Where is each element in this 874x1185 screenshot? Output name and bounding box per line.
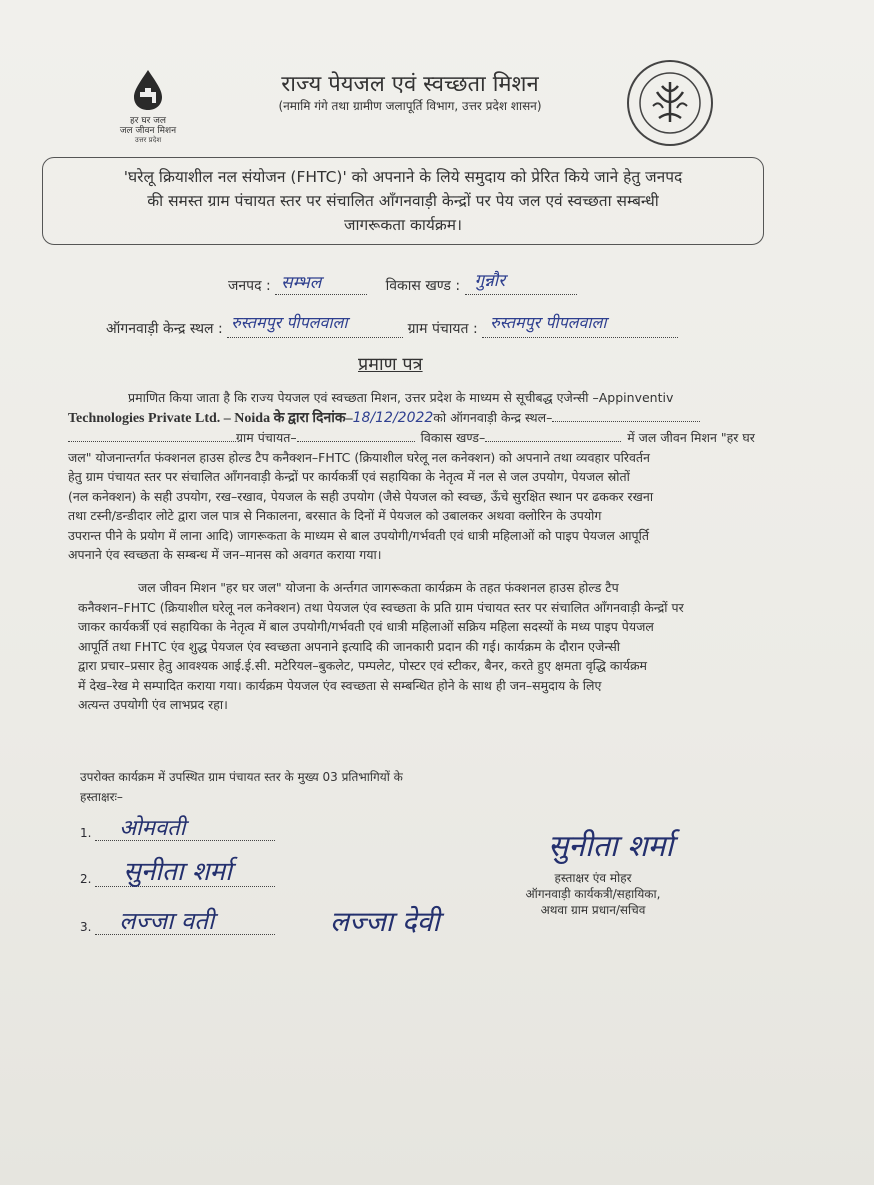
- signatory-line2: ऑगनवाड़ी कार्यकत्री/सहायिका,: [525, 887, 661, 901]
- participant-number-2: 2.: [80, 872, 92, 886]
- logo-line1: हर घर जल: [130, 116, 166, 126]
- participant-signature-line-1: [95, 816, 275, 841]
- participant-number-3: 3.: [80, 920, 92, 934]
- gram-panchayat-field: [482, 313, 678, 338]
- signatory-line3: अथवा ग्राम प्रधान/सचिव: [540, 903, 646, 917]
- seal-emblem-icon: [629, 62, 711, 144]
- anganwadi-field: [227, 313, 403, 338]
- participant-signature-2: सुनीता शर्मा: [123, 857, 232, 887]
- program-title-text: [58, 165, 748, 237]
- logo-line3: उत्तर प्रदेश: [134, 136, 162, 144]
- para1-line2: Technologies Private Ltd. – Noida के द्वारा दिनांक–18/12/2022को ऑगनवाड़ी केन्द्र स्थल–: [68, 408, 784, 429]
- program-title-line1: 'घरेलू क्रियाशील नल संयोजन (FHTC)' को अपनाने के लिये समुदाय को प्रेरित किये जाने हेतु जनपद: [123, 168, 683, 186]
- janpad-value: सम्भल: [281, 273, 322, 293]
- program-title-line2: की समस्त ग्राम पंचायत स्तर पर संचालित आँगनवाड़ी केन्द्रों पर पेय जल एवं स्वच्छता सम्बन्धी: [147, 192, 659, 210]
- participant-signature-4: लज्जा देवी: [330, 905, 440, 938]
- vikas-khand-label: विकास खण्ड :: [385, 278, 461, 294]
- event-date: 18/12/2022: [352, 409, 434, 426]
- gram-panchayat-value: रुस्तमपुर पीपलवाला: [490, 313, 607, 332]
- para2-line2: कनैक्शन–FHTC (क्रियाशील घरेलू नल कनेक्शन) तथा पेयजल एंव स्वच्छता के प्रति ग्राम पंचायत स्तर पर संचालित आँगनवाड़ी केन्द्रों पर: [78, 599, 684, 615]
- certificate-paragraph-2: [78, 578, 752, 715]
- vikas-khand-field: [465, 271, 577, 295]
- participant-row-3: [80, 907, 275, 935]
- para1-line5: हेतु ग्राम पंचायत स्तर पर संचालित आँगनवाड़ी केन्द्रों पर कार्यकर्त्री एवं सहायिका के नेतृत्व में नल से जल उपयोग, पेयजल स्रोतों: [68, 469, 630, 484]
- para2-line4: आपूर्ति तथा FHTC एंव शुद्ध पेयजल एंव स्वच्छता अपनाने इत्यादि की जानकारी प्रदान की गई। कार्यक्रम के दौरान एजेन्सी: [78, 638, 621, 654]
- para1-line8: उपरान्त पीने के प्रयोग में लाना आदि) जागरूकता के माध्यम से बाल उपयोगी/गर्भवती एवं धात्री महिलाओं को पाइप पेयजल आपूर्ति: [68, 527, 650, 543]
- para2-line1: जल जीवन मिशन "हर घर जल" योजना के अर्न्तगत जागरूकता कार्यक्रम के तहत फंक्शनल हाउस होल्ड टैप: [138, 580, 619, 595]
- para1-line4: जल" योजनान्तर्गत फंक्शनल हाउस होल्ड टैप कनैक्शन–FHTC (क्रियाशील घरेलू नल कनेक्शन) को अपनाने तथा व्यवहार परिवर्तन: [68, 449, 650, 465]
- para1-line3: ग्राम पंचायत– विकास खण्ड– में जल जीवन मिशन "हर घर: [68, 428, 784, 448]
- para2-line7: अत्यन्त उपयोगी एंव लाभप्रद रहा।: [78, 697, 228, 712]
- participants-intro: [80, 768, 500, 807]
- certificate-title: प्रमाण पत्र: [358, 354, 423, 375]
- para1-line1: प्रमाणित किया जाता है कि राज्य पेयजल एवं स्वच्छता मिशन, उत्तर प्रदेश के माध्यम से सूचीबद्ध एजेन्सी –Appinventiv: [128, 390, 674, 405]
- anganwadi-label: ऑगनवाड़ी केन्द्र स्थल :: [106, 321, 223, 337]
- participant-signature-line-3: [95, 907, 275, 935]
- signatory-signature: सुनीता शर्मा: [548, 829, 674, 864]
- anganwadi-row: [106, 313, 678, 338]
- para1-line9: अपनाने एंव स्वच्छता के सम्बन्ध में जन–मानस को अवगत कराया गया।: [68, 547, 382, 562]
- mission-subtitle: (नमामि गंगे तथा ग्रामीण जलापूर्ति विभाग, उत्तर प्रदेश शासन): [278, 99, 542, 113]
- gram-panchayat-label: ग्राम पंचायत :: [407, 321, 478, 337]
- participant-signature-line-2: [95, 857, 275, 887]
- para1-line7: तथा टस्नी/डन्डीदार लोटे द्वारा जल पात्र से निकालना, बरसात के दिनों में पेयजल को उबालकर अथवा क्लोरिन के उपयोग: [68, 508, 602, 523]
- para2-line6: में देख–रेख मे सम्पादित कराया गया। कार्यक्रम पेयजल एंव स्वच्छता से सम्बन्धित होने के साथ ही जन–समुदाय के लिए: [78, 677, 602, 693]
- para2-line3: जाकर कार्यकर्त्री एवं सहायिका के नेतृत्व में बाल उपयोगी/गर्भवती एवं धात्री महिलाओं सक्रिय महिला सदस्यों के मध्य पाइप पेयजल: [78, 619, 654, 634]
- janpad-row: [228, 271, 577, 295]
- participant-row-2: [80, 857, 275, 887]
- participants-intro-line1: उपरोक्त कार्यक्रम में उपस्थित ग्राम पंचायत स्तर के मुख्य 03 प्रतिभागियों के: [80, 770, 403, 784]
- logo-line2: जल जीवन मिशन: [119, 126, 177, 136]
- participant-signature-3: लज्जा वती: [119, 907, 215, 935]
- para1-line6: (नल कनेक्शन) के सही उपयोग, रख–रखाव, पेयजल के सही उपयोग (जैसे पेयजल को स्वच्छ, ऊँचे सुरक्षित स्थान पर ढककर रखना: [68, 488, 654, 504]
- janpad-field: [275, 273, 367, 295]
- signatory-block: [498, 870, 688, 918]
- participant-signature-1: ओमवती: [119, 816, 186, 841]
- participants-intro-line2: हस्ताक्षरः–: [80, 789, 123, 804]
- up-government-seal: [627, 60, 713, 146]
- water-drop-tap-icon: [130, 68, 166, 112]
- program-title-line3: जागरूकता कार्यक्रम।: [344, 216, 462, 234]
- participant-number-1: 1.: [80, 826, 92, 840]
- certificate-paragraph-1: [68, 388, 784, 565]
- har-ghar-jal-logo: [108, 68, 188, 158]
- para2-line5: द्वारा प्रचार–प्रसार हेतु आवश्यक आई.ई.सी. मटेरियल–बुकलेट, पम्पलेट, पोस्टर एवं स्टीकर, बैनर, करते हुए क्षमता वृद्धि कार्यक्रम: [78, 658, 648, 673]
- signatory-line1: हस्ताक्षर एंव मोहर: [554, 871, 632, 885]
- vikas-khand-value: गुन्नौर: [474, 271, 506, 291]
- anganwadi-value: रुस्तमपुर पीपलवाला: [231, 313, 348, 332]
- participant-row-1: [80, 816, 275, 841]
- janpad-label: जनपद :: [228, 278, 271, 294]
- mission-title: राज्य पेयजल एवं स्वच्छता मिशन: [281, 72, 539, 97]
